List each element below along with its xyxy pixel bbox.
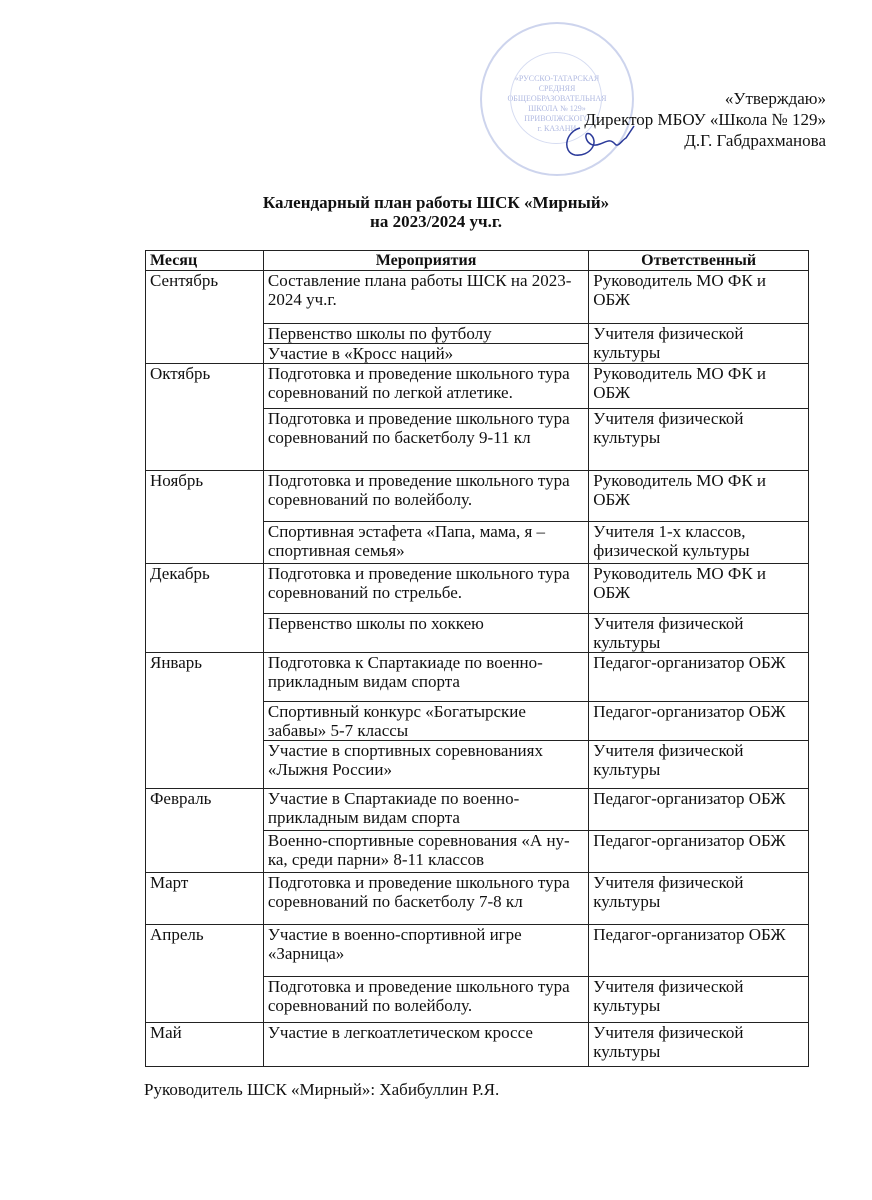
title-line-1: Календарный план работы ШСК «Мирный» [262,193,610,212]
responsible-cell: Учителя физической культуры [589,873,809,925]
event-cell: Подготовка к Спартакиаде по военно-прикладным видам спорта [263,653,588,702]
table-row [146,789,809,831]
month-cell: Март [146,873,264,925]
event-cell: Спортивная эстафета «Папа, мама, я – спортивная семья» [263,522,588,564]
approval-name: Д.Г. Габдрахманова [684,131,826,150]
responsible-cell: Педагог-организатор ОБЖ [589,702,809,741]
approval-director: Директор МБОУ «Школа № 129» [584,110,826,129]
table-row [146,364,809,409]
responsible-cell: Учителя физической культуры [589,741,809,789]
event-cell: Первенство школы по футболу [263,324,588,344]
event-cell: Подготовка и проведение школьного тура соревнований по волейболу. [263,471,588,522]
table-row [146,471,809,522]
event-cell: Участие в легкоатлетическом кроссе [263,1023,588,1067]
event-cell: Спортивный конкурс «Богатырские забавы» 5-7 классы [263,702,588,741]
event-cell: Подготовка и проведение школьного тура соревнований по легкой атлетике. [263,364,588,409]
table-row [146,564,809,614]
month-cell: Апрель [146,925,264,1023]
responsible-cell: Руководитель МО ФК и ОБЖ [589,564,809,614]
month-cell: Ноябрь [146,471,264,564]
table-row [146,873,809,925]
responsible-cell: Учителя физической культуры [589,409,809,471]
responsible-cell: Педагог-организатор ОБЖ [589,789,809,831]
event-cell: Первенство школы по хоккею [263,614,588,653]
event-cell: Подготовка и проведение школьного тура соревнований по стрельбе. [263,564,588,614]
event-cell: Военно-спортивные соревнования «А ну-ка, среди парни» 8-11 классов [263,831,588,873]
header-responsible: Ответственный [589,251,809,271]
official-stamp: «РУССКО-ТАТАРСКАЯ СРЕДНЯЯ ОБЩЕОБРАЗОВАТЕЛЬНАЯ ШКОЛА № 129» ПРИВОЛЖСКОГО г. КАЗАНИ [480,22,634,176]
event-cell: Участие в Спартакиаде по военно-прикладным видам спорта [263,789,588,831]
table-row [146,653,809,702]
responsible-cell: Руководитель МО ФК и ОБЖ [589,471,809,522]
responsible-cell: Педагог-организатор ОБЖ [589,653,809,702]
table-row [146,271,809,324]
event-cell: Подготовка и проведение школьного тура соревнований по волейболу. [263,977,588,1023]
approval-line: «Утверждаю» [724,89,826,108]
header-events: Мероприятия [263,251,588,271]
event-cell: Участие в «Кросс наций» [263,344,588,364]
month-cell: Февраль [146,789,264,873]
event-cell: Участие в спортивных соревнованиях «Лыжня России» [263,741,588,789]
responsible-cell: Учителя 1-х классов, физической культуры [589,522,809,564]
responsible-cell: Руководитель МО ФК и ОБЖ [589,364,809,409]
table-row [146,1023,809,1067]
document-title [0,193,872,231]
responsible-cell: Педагог-организатор ОБЖ [589,925,809,977]
month-cell: Январь [146,653,264,789]
table-row [146,925,809,977]
event-cell: Участие в военно-спортивной игре «Зарница» [263,925,588,977]
month-cell: Декабрь [146,564,264,653]
month-cell: Сентябрь [146,271,264,364]
approval-block [584,88,826,151]
footer-signature-line: Руководитель ШСК «Мирный»: Хабибуллин Р.Я. [144,1080,500,1099]
responsible-cell: Руководитель МО ФК и ОБЖ [589,271,809,324]
month-cell: Май [146,1023,264,1067]
month-cell: Октябрь [146,364,264,471]
responsible-cell: Учителя физической культуры [589,977,809,1023]
event-cell: Составление плана работы ШСК на 2023-2024 уч.г. [263,271,588,324]
responsible-cell: Учителя физической культуры [589,614,809,653]
responsible-cell: Учителя физической культуры [589,324,809,364]
event-cell: Подготовка и проведение школьного тура соревнований по баскетболу 9-11 кл [263,409,588,471]
title-line-2: на 2023/2024 уч.г. [370,212,502,231]
event-cell: Подготовка и проведение школьного тура соревнований по баскетболу 7-8 кл [263,873,588,925]
header-month: Месяц [146,251,264,271]
table-header [146,251,809,271]
plan-table [145,250,809,1067]
responsible-cell: Педагог-организатор ОБЖ [589,831,809,873]
responsible-cell: Учителя физической культуры [589,1023,809,1067]
